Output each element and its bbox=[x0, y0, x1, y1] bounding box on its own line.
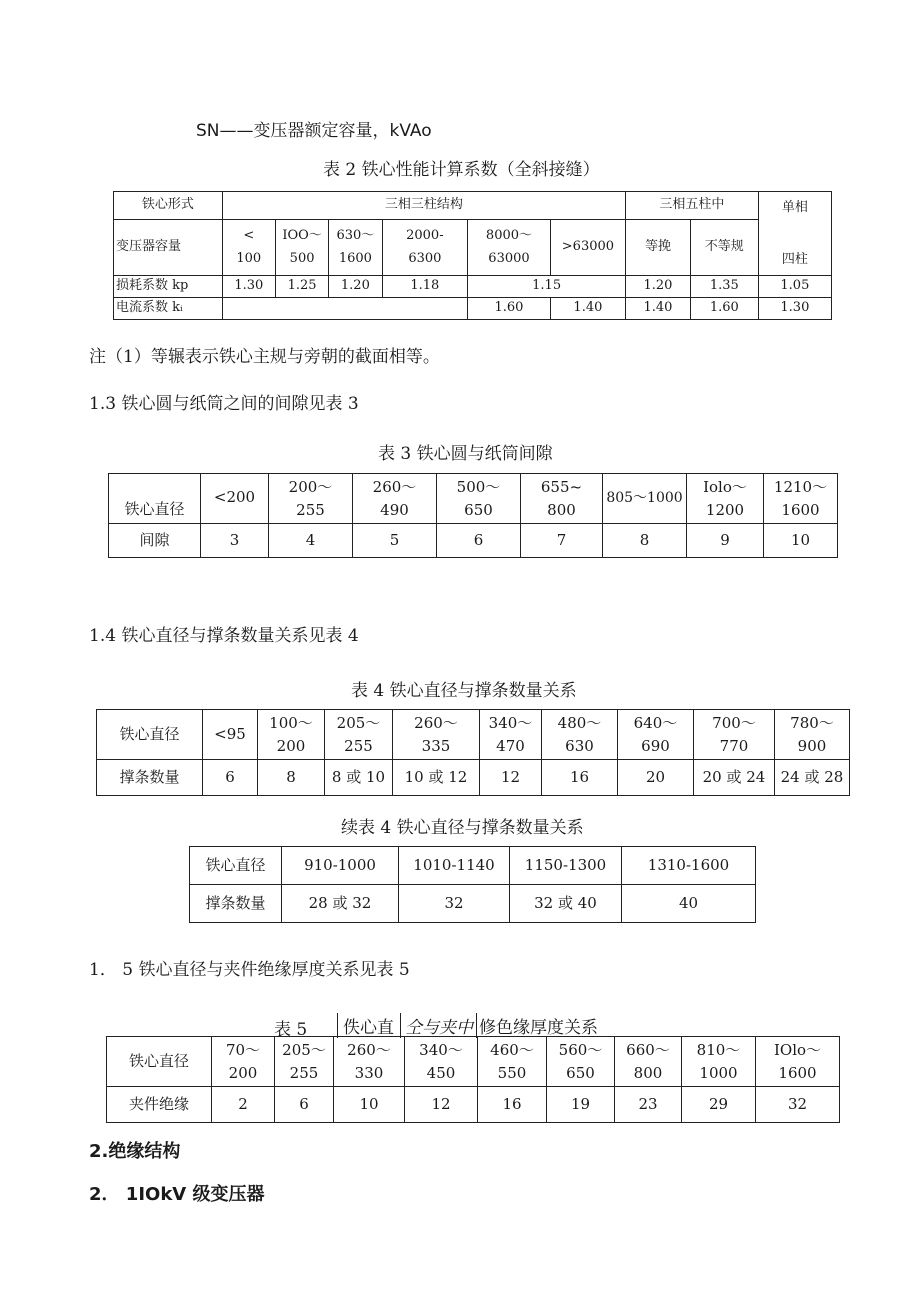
diameter-cell: 1010-1140 bbox=[399, 847, 510, 885]
diameter-cell: 500～ 650 bbox=[437, 474, 521, 524]
row-label-clamp-insulation: 夹件绝缘 bbox=[107, 1087, 212, 1123]
thickness-value: 6 bbox=[275, 1087, 334, 1123]
capacity-cell: 630～ 1600 bbox=[329, 220, 382, 276]
count-value: 20 或 24 bbox=[694, 760, 775, 796]
thickness-value: 16 bbox=[478, 1087, 547, 1123]
table4b-caption: 续表 4 铁心直径与撑条数量关系 bbox=[341, 818, 584, 838]
header-three-phase-five-limb: 三相五柱中 bbox=[626, 192, 759, 220]
section-1-3-heading: 1.3 铁心圆与纸筒之间的间隙见表 3 bbox=[89, 394, 359, 414]
count-value: 28 或 32 bbox=[282, 885, 399, 923]
kp-value: 1.20 bbox=[626, 276, 691, 298]
section-2-1-heading: 2． 1IOkV 级变压器 bbox=[89, 1184, 265, 1205]
header-three-phase-three-limb: 三相三柱结构 bbox=[222, 192, 625, 220]
gap-value: 5 bbox=[353, 524, 437, 558]
count-value: 40 bbox=[622, 885, 756, 923]
kp-value: 1.05 bbox=[758, 276, 831, 298]
thickness-value: 2 bbox=[212, 1087, 275, 1123]
ki-value: 1.30 bbox=[758, 298, 831, 320]
gap-value: 7 bbox=[521, 524, 603, 558]
diameter-cell: 205～ 255 bbox=[275, 1037, 334, 1087]
table5-caption-part4: 修色缘厚度关系 bbox=[476, 1013, 598, 1038]
table4 bbox=[96, 709, 850, 796]
gap-value: 3 bbox=[201, 524, 269, 558]
kp-value: 1.25 bbox=[275, 276, 328, 298]
count-value: 24 或 28 bbox=[775, 760, 850, 796]
ki-value: 1.40 bbox=[626, 298, 691, 320]
diameter-cell: 640～ 690 bbox=[618, 710, 694, 760]
count-value: 16 bbox=[542, 760, 618, 796]
table4-caption: 表 4 铁心直径与撑条数量关系 bbox=[351, 681, 577, 701]
diameter-cell: 260～ 335 bbox=[393, 710, 480, 760]
kp-value: 1.30 bbox=[222, 276, 275, 298]
table5-caption-part3: 仝与夹中 bbox=[400, 1013, 473, 1038]
gap-value: 10 bbox=[764, 524, 838, 558]
diameter-cell: 700～ 770 bbox=[694, 710, 775, 760]
diameter-cell: 1210～ 1600 bbox=[764, 474, 838, 524]
ki-value: 1.60 bbox=[468, 298, 551, 320]
header-single-top: 单相 bbox=[781, 200, 808, 215]
section-1-5-heading: 1． 5 铁心直径与夹件绝缘厚度关系见表 5 bbox=[89, 960, 410, 980]
diameter-cell: 655~ 800 bbox=[521, 474, 603, 524]
diameter-cell: 200～ 255 bbox=[269, 474, 353, 524]
table5-caption-part1: 表 5 bbox=[274, 1020, 308, 1040]
row-label-diameter: 铁心直径 bbox=[190, 847, 282, 885]
diameter-cell: 780～ 900 bbox=[775, 710, 850, 760]
row-label-spacer-count: 撑条数量 bbox=[97, 760, 203, 796]
gap-value: 6 bbox=[437, 524, 521, 558]
ki-empty bbox=[222, 298, 468, 320]
count-value: 10 或 12 bbox=[393, 760, 480, 796]
diameter-cell: 1310-1600 bbox=[622, 847, 756, 885]
section-1-4-heading: 1.4 铁心直径与撑条数量关系见表 4 bbox=[89, 626, 359, 646]
diameter-cell: 260～ 330 bbox=[334, 1037, 405, 1087]
thickness-value: 12 bbox=[405, 1087, 478, 1123]
diameter-cell: 340～ 470 bbox=[480, 710, 542, 760]
kp-value: 1.18 bbox=[382, 276, 468, 298]
diameter-cell: 660～ 800 bbox=[615, 1037, 682, 1087]
row-label-diameter: 铁心直径 bbox=[107, 1037, 212, 1087]
thickness-value: 29 bbox=[682, 1087, 756, 1123]
header-core-form: 铁心形式 bbox=[114, 192, 223, 220]
diameter-cell: 560～ 650 bbox=[547, 1037, 615, 1087]
table5-caption-part2: 佚心直 bbox=[337, 1013, 394, 1038]
header-capacity: 变压器容量 bbox=[114, 220, 223, 276]
gap-value: 9 bbox=[687, 524, 764, 558]
thickness-value: 23 bbox=[615, 1087, 682, 1123]
table3 bbox=[108, 473, 838, 558]
diameter-cell: 910-1000 bbox=[282, 847, 399, 885]
capacity-cell: 2000- 6300 bbox=[382, 220, 468, 276]
capacity-cell: 等挽 bbox=[626, 220, 691, 276]
capacity-cell: < 100 bbox=[222, 220, 275, 276]
table4-continued bbox=[189, 846, 756, 923]
thickness-value: 32 bbox=[756, 1087, 840, 1123]
diameter-cell: <95 bbox=[203, 710, 258, 760]
diameter-cell: 810～ 1000 bbox=[682, 1037, 756, 1087]
table2-caption: 表 2 铁心性能计算系数（全斜接缝） bbox=[323, 160, 600, 180]
gap-value: 8 bbox=[603, 524, 687, 558]
diameter-cell: IOlo～ 1600 bbox=[756, 1037, 840, 1087]
diameter-cell: 480～ 630 bbox=[542, 710, 618, 760]
diameter-cell: 260～ 490 bbox=[353, 474, 437, 524]
table2 bbox=[113, 191, 832, 320]
section-2-heading: 2.绝缘结构 bbox=[89, 1141, 181, 1162]
ki-value: 1.40 bbox=[550, 298, 625, 320]
count-value: 6 bbox=[203, 760, 258, 796]
diameter-cell: 460～ 550 bbox=[478, 1037, 547, 1087]
capacity-cell: >63000 bbox=[550, 220, 625, 276]
gap-value: 4 bbox=[269, 524, 353, 558]
diameter-cell: 205～ 255 bbox=[325, 710, 393, 760]
diameter-cell: 100～ 200 bbox=[258, 710, 325, 760]
kp-value: 1.20 bbox=[329, 276, 382, 298]
kp-value: 1.35 bbox=[690, 276, 758, 298]
kp-value: 1.15 bbox=[468, 276, 626, 298]
capacity-cell: 不等规 bbox=[690, 220, 758, 276]
count-value: 8 bbox=[258, 760, 325, 796]
count-value: 32 bbox=[399, 885, 510, 923]
row-label-diameter: 铁心直径 bbox=[109, 474, 201, 524]
capacity-cell: 8000～ 63000 bbox=[468, 220, 551, 276]
table5 bbox=[106, 1036, 840, 1123]
row-label-kp: 损耗系数 kp bbox=[114, 276, 223, 298]
thickness-value: 19 bbox=[547, 1087, 615, 1123]
count-value: 12 bbox=[480, 760, 542, 796]
sn-definition: SN——变压器额定容量，kVAo bbox=[196, 121, 432, 141]
count-value: 32 或 40 bbox=[510, 885, 622, 923]
row-label-spacer-count: 撑条数量 bbox=[190, 885, 282, 923]
diameter-cell: 70～ 200 bbox=[212, 1037, 275, 1087]
row-label-diameter: 铁心直径 bbox=[97, 710, 203, 760]
diameter-cell: 340～ 450 bbox=[405, 1037, 478, 1087]
row-label-gap: 间隙 bbox=[109, 524, 201, 558]
row-label-ki: 电流系数 kᵢ bbox=[114, 298, 223, 320]
table3-caption: 表 3 铁心圆与纸筒间隙 bbox=[378, 444, 553, 464]
header-single-bottom: 四柱 bbox=[781, 252, 808, 268]
diameter-cell: 805～1000 bbox=[603, 474, 687, 524]
capacity-cell: IOO～ 500 bbox=[275, 220, 328, 276]
diameter-cell: Iolo～ 1200 bbox=[687, 474, 764, 524]
count-value: 20 bbox=[618, 760, 694, 796]
count-value: 8 或 10 bbox=[325, 760, 393, 796]
header-single-phase bbox=[758, 192, 831, 276]
diameter-cell: <200 bbox=[201, 474, 269, 524]
table2-note: 注（1）等辗表示铁心主规与旁朝的截面相等。 bbox=[89, 347, 440, 367]
diameter-cell: 1150-1300 bbox=[510, 847, 622, 885]
ki-value: 1.60 bbox=[690, 298, 758, 320]
thickness-value: 10 bbox=[334, 1087, 405, 1123]
